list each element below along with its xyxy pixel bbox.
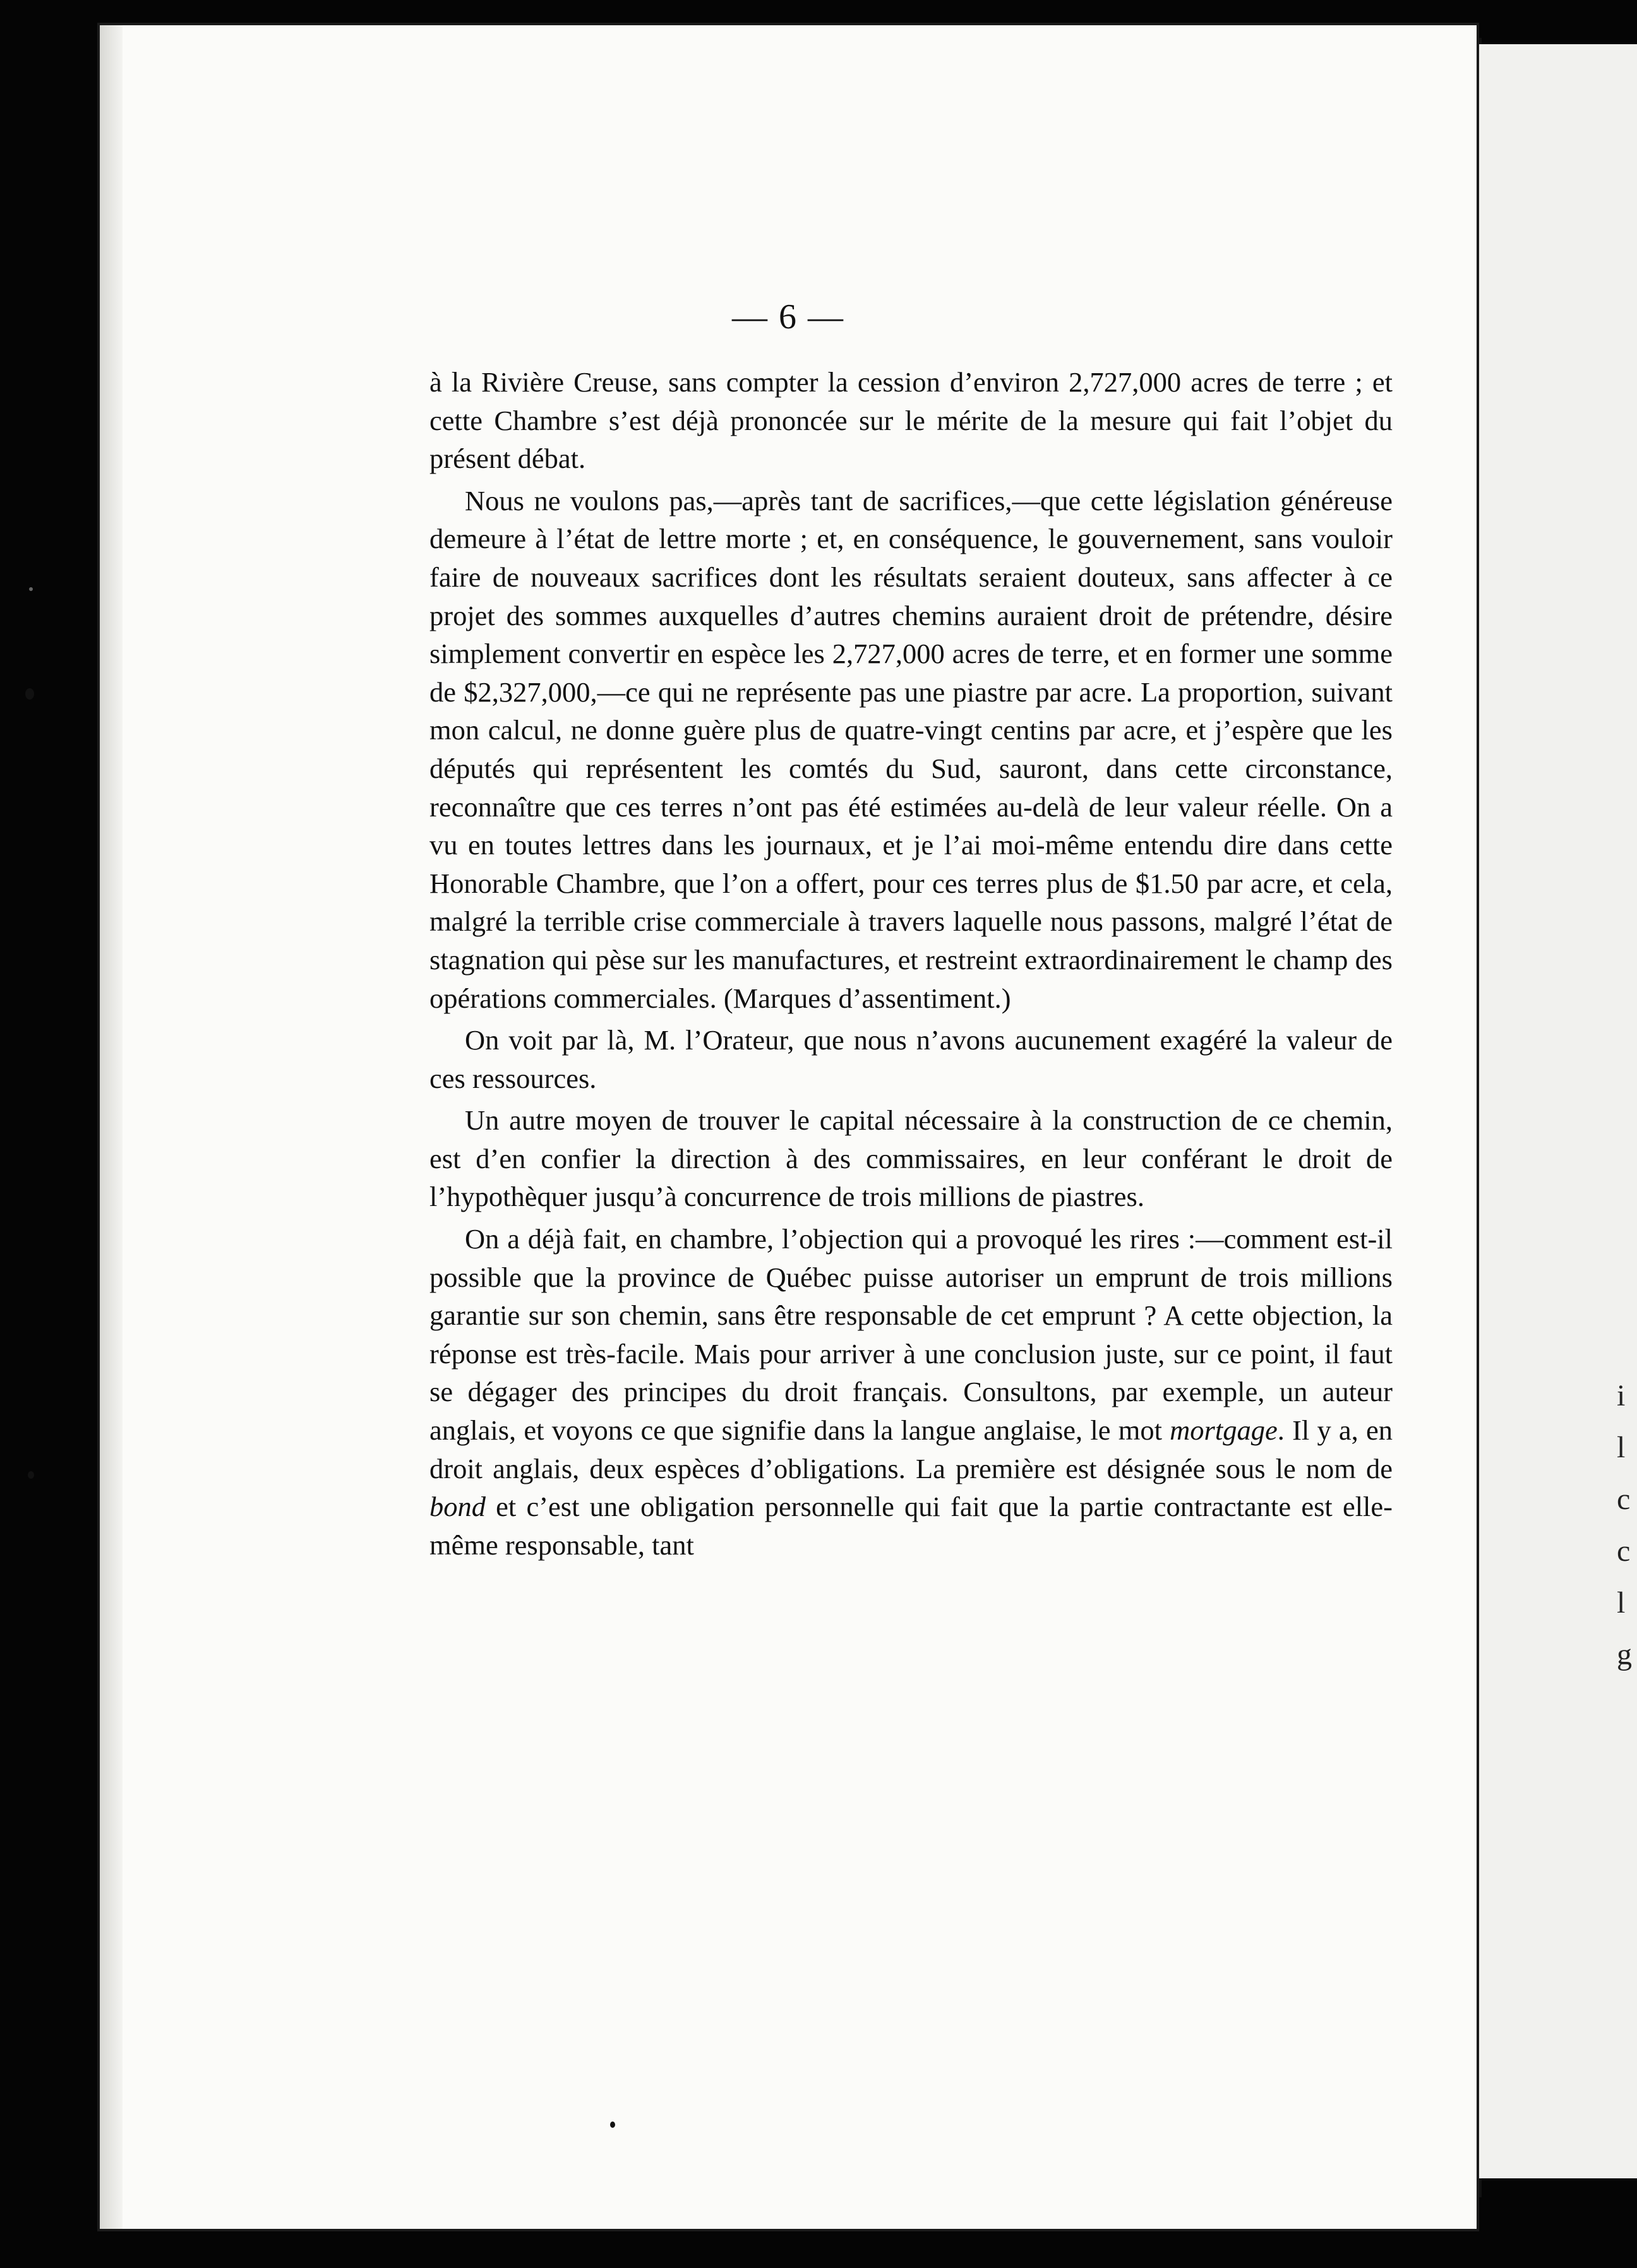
scan-speck	[610, 2122, 615, 2128]
paragraph	[429, 1220, 1393, 1564]
scan-speck	[28, 1471, 34, 1479]
italic-term: bond	[429, 1491, 486, 1523]
page-number: — 6 —	[732, 297, 844, 337]
paragraph-text: et c’est une obligation personnelle qui fait que la partie contractante est elle-même responsable, tant	[429, 1491, 1393, 1561]
scan-speck	[29, 587, 33, 591]
facing-page-text-fragments	[1617, 1370, 1637, 1762]
page-edge-shadow	[100, 25, 123, 2229]
facing-fragment: c	[1617, 1534, 1631, 1568]
paragraph: Un autre moyen de trouver le capital nécessaire à la construction de ce chemin, est d’en confier la direction à des commissaires, en leur conférant le droit de l’hypothèquer jusqu’à concurrence de trois millions de piastres.	[429, 1104, 1393, 1213]
facing-fragment: l	[1617, 1431, 1626, 1464]
paragraph: Nous ne voulons pas,—après tant de sacrifices,—que cette législation généreuse demeure à l’état de lettre morte ; et, en conséquence, le gouvernement, sans vouloir faire de nouveaux sacrifices dont les résultats seraient douteux, sans affecter à ce projet des sommes auxquelles d’autres chemins auraient droit de prétendre, désire simplement convertir en espèce les 2,727,000 acres de terre, et en former une somme de $2,327,000,—ce qui ne représente pas une piastre par acre. La proportion, suivant mon calcul, ne donne guère plus de quatre-vingt centins par acre, et j’espère que les députés qui représentent les comtés du Sud, sauront, dans cette circonstance, reconnaître que ces terres n’ont pas été estimées au-delà de leur valeur réelle. On a vu en toutes lettres dans les journaux, et je l’ai moi-même entendu dire dans cette Honorable Chambre, que l’on a offert, pour ces terres plus de $1.50 par acre, et cela, malgré la terrible crise commerciale à travers laquelle nous passons, malgré l’état de stagnation qui pèse sur les manufactures, et restreint extraordinairement le champ des opérations commerciales. (Marques d’assentiment.)	[429, 484, 1393, 1014]
paragraph-text: . Il y a, en droit anglais, deux espèces d’obligations. La première est désignée sous le nom de	[429, 1414, 1393, 1484]
italic-term: mortgage	[1170, 1414, 1278, 1447]
facing-fragment: c	[1617, 1483, 1631, 1516]
paragraph: On voit par là, M. l’Orateur, que nous n’avons aucunement exagéré la valeur de ces ressources.	[429, 1024, 1393, 1094]
facing-fragment: i	[1617, 1379, 1626, 1412]
facing-fragment: g	[1617, 1638, 1632, 1671]
document-page	[100, 25, 1477, 2229]
scan-speck	[25, 688, 34, 700]
facing-page	[1478, 44, 1637, 2178]
paragraph: à la Rivière Creuse, sans compter la cession d’environ 2,727,000 acres de terre ; et cette Chambre s’est déjà prononcée sur le mérite de la mesure qui fait l’objet du présent débat.	[429, 366, 1393, 475]
body-text	[429, 363, 1393, 1568]
paragraph-text: On a déjà fait, en chambre, l’objection qui a provoqué les rires :—comment est-il possible que la province de Québec puisse autoriser un emprunt de trois millions garantie sur son chemin, sans être responsable de cet emprunt ? A cette objection, la réponse est très-facile. Mais pour arriver à une conclusion juste, sur ce point, il faut se dégager des principes du droit français. Consultons, par exemple, un auteur anglais, et voyons ce que signifie dans la langue anglaise, le mot	[429, 1223, 1393, 1447]
facing-fragment: l	[1617, 1586, 1626, 1620]
